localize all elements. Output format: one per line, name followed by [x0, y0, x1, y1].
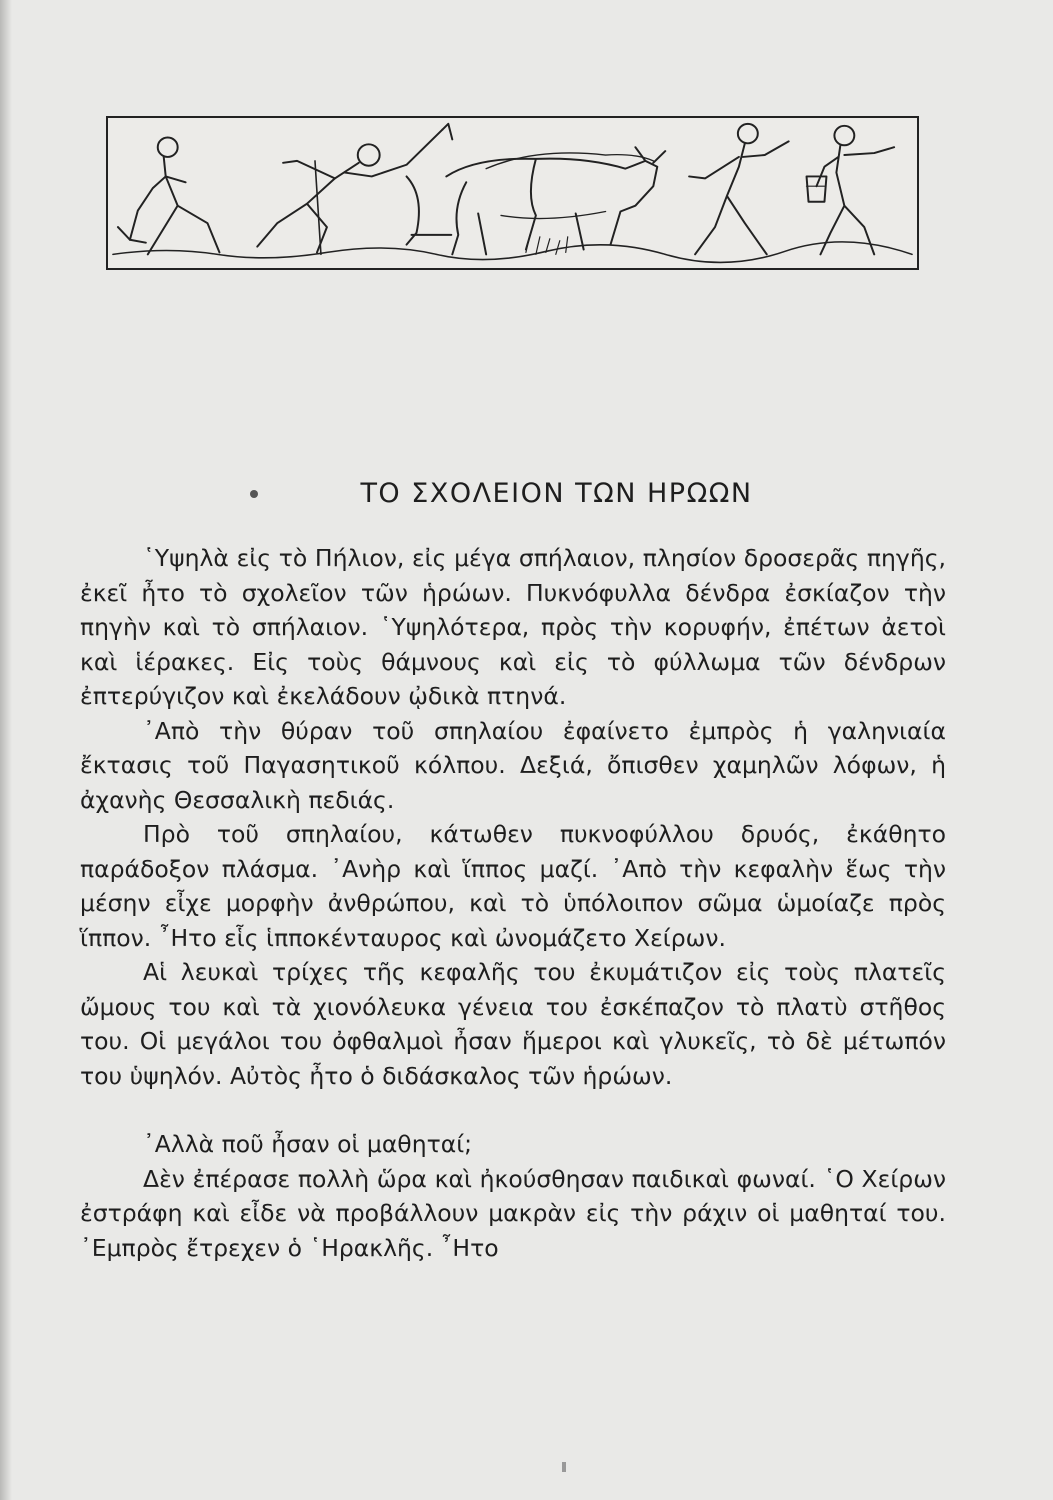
page-title: ΤΟ ΣΧΟΛΕΙΟΝ ΤΩΝ ΗΡΩΩΝ [360, 478, 753, 509]
paragraph: ῾Υψηλὰ εἰς τὸ Πήλιον, εἰς μέγα σπήλαιον, πλησίον δροσερᾶς πηγῆς, ἐκεῖ ἦτο τὸ σχολεῖον τῶν ἡρώων. Πυκνόφυλλα δένδρα ἐσκίαζον τὴν πηγὴν καὶ τὸ σπήλαιον. ῾Υψηλότερα, πρὸς τὴν κορυφήν, ἐπέτων ἀετοὶ καὶ ἱέρακες. Εἰς τοὺς θάμνους καὶ εἰς τὸ φύλλωμα τῶν δένδρων ἐπτερύγιζον καὶ ἐκελάδουν ᾠδικὰ πτηνά. [80, 544, 946, 710]
page-edge-shadow [0, 0, 12, 1500]
body-text [80, 541, 946, 1265]
paragraph: ᾿Απὸ τὴν θύραν τοῦ σπηλαίου ἐφαίνετο ἐμπρὸς ἡ γαληνιαία ἔκτασις τοῦ Παγασητικοῦ κόλπου. Δεξιά, ὄπισθεν χαμηλῶν λόφων, ἡ ἀχανὴς Θεσσαλικὴ πεδιάς. [80, 716, 946, 814]
paragraph: Πρὸ τοῦ σπηλαίου, κάτωθεν πυκνοφύλλου δρυός, ἐκάθητο παράδοξον πλάσμα. ᾿Ανὴρ καὶ ἵππος μαζί. ᾿Απὸ τὴν κεφαλὴν ἕως τὴν μέσην εἶχε μορφὴν ἀνθρώπου, καὶ τὸ ὑπόλοιπον σῶμα ὡμοίαζε πρὸς ἵππον. ῏Ητο εἷς ἱπποκένταυρος καὶ ὠνομάζετο Χείρων. [80, 820, 946, 952]
paragraph: Αἱ λευκαὶ τρίχες τῆς κεφαλῆς του ἐκυμάτιζον εἰς τοὺς πλατεῖς ὤμους του καὶ τὰ χιονόλευκα γένεια του ἐσκέπαζον τὸ πλατὺ στῆθος του. Οἱ μεγάλοι του ὀφθαλμοὶ ἦσαν ἥμεροι καὶ γλυκεῖς, τὸ δὲ μέτωπόν του ὑψηλόν. Αὐτὸς ἦτο ὁ διδάσκαλος τῶν ἡρώων. [80, 958, 946, 1090]
page-mark [562, 1462, 566, 1472]
paragraph: Δὲν ἐπέρασε πολλὴ ὥρα καὶ ἠκούσθησαν παιδικαὶ φωναί. ῾Ο Χείρων ἐστράφη καὶ εἶδε νὰ προβάλλουν μακρὰν εἰς τὴν ράχιν οἱ μαθηταί του. ᾿Εμπρὸς ἔτρεχεν ὁ ῾Ηρακλῆς. ῏Ητο [80, 1164, 946, 1262]
ancient-frieze-ploughing-scene-icon [106, 116, 919, 270]
paragraph: ᾿Αλλὰ ποῦ ἦσαν οἱ μαθηταί; [143, 1130, 473, 1158]
